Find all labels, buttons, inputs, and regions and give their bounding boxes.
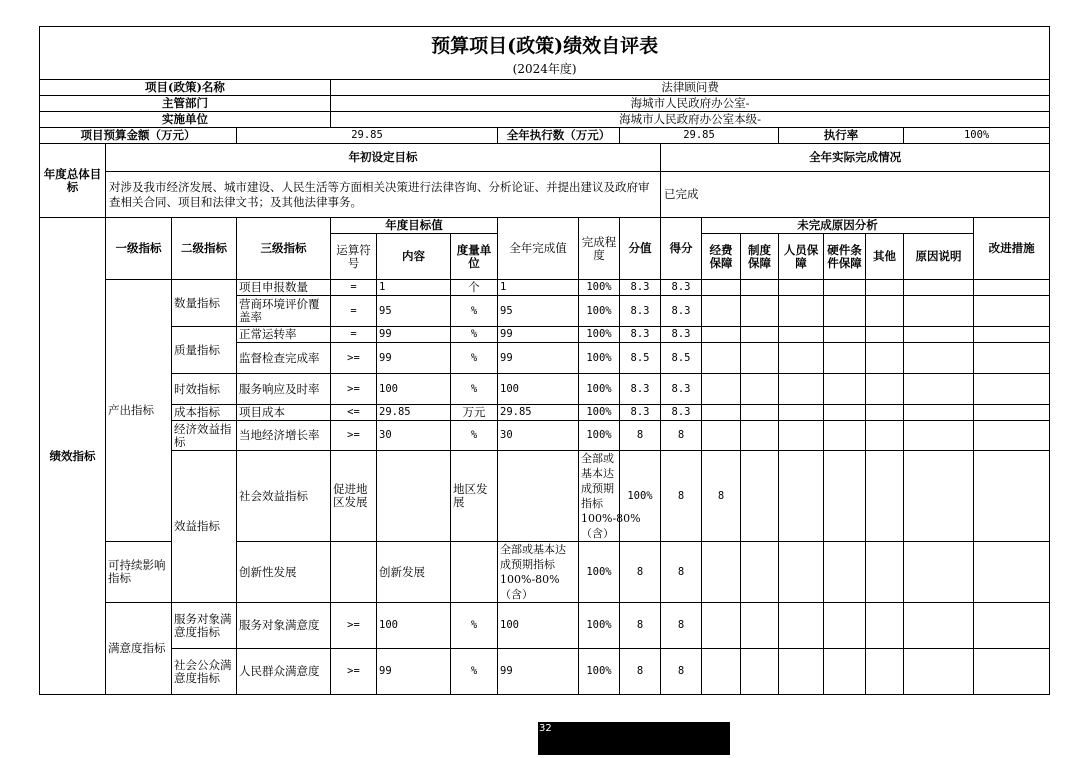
subgroup-service-satisfaction: 服务对象满意度指标 [172, 603, 237, 649]
indicator-done: 100 [498, 374, 579, 405]
indicator-completion: 100% [579, 327, 620, 343]
indicator-name: 项目成本 [237, 405, 331, 421]
report-year: (2024年度) [40, 61, 1050, 80]
indicator-completion: 100% [579, 280, 620, 296]
indicator-done: 全部或基本达成预期指标100%-80%（含） [579, 451, 620, 542]
indicator-got: 8.3 [661, 280, 702, 296]
indicator-completion: 100% [579, 405, 620, 421]
indicator-content: 100 [377, 374, 451, 405]
subgroup-social: 社会效益指标 [237, 451, 331, 542]
indicator-content: 100 [377, 603, 451, 649]
indicator-unit: % [451, 374, 498, 405]
indicator-name: 人民群众满意度 [237, 649, 331, 695]
completion-header: 完成程度 [579, 218, 620, 280]
reason-desc-header: 原因说明 [904, 234, 974, 280]
indicator-completion: 100% [579, 343, 620, 374]
indicator-got: 8.5 [661, 343, 702, 374]
group-benefit: 效益指标 [172, 451, 237, 603]
reason-hardware-header: 硬件条件保障 [824, 234, 866, 280]
project-name-value: 法律顾问费 [331, 80, 1050, 96]
reason-other-header: 其他 [866, 234, 904, 280]
subgroup-quantity: 数量指标 [172, 280, 237, 327]
indicator-score: 8 [661, 451, 702, 542]
indicator-score: 8.3 [620, 280, 661, 296]
annual-done-header: 全年完成值 [498, 218, 579, 280]
improve-header: 改进措施 [974, 218, 1050, 280]
indicator-done: 99 [498, 343, 579, 374]
overall-goal-label: 年度总体目标 [40, 144, 106, 218]
actual-completion-header: 全年实际完成情况 [661, 144, 1050, 172]
indicator-operator: >= [331, 603, 377, 649]
indicator-content: 地区发展 [451, 451, 498, 542]
reason-system-header: 制度保障 [741, 234, 779, 280]
indicator-got: 8.3 [661, 296, 702, 327]
exec-label: 全年执行数（万元） [498, 128, 620, 144]
indicator-operator: >= [331, 374, 377, 405]
indicator-completion: 100% [579, 421, 620, 451]
performance-indicators-label: 绩效指标 [40, 218, 106, 695]
indicator-unit [451, 542, 498, 603]
indicator-done: 30 [498, 421, 579, 451]
indicator-done: 1 [498, 280, 579, 296]
indicator-score: 8.5 [620, 343, 661, 374]
page-number: 32 [539, 723, 552, 734]
rate-value: 100% [904, 128, 1050, 144]
reason-header: 未完成原因分析 [702, 218, 974, 234]
indicator-name: 创新性发展 [237, 542, 331, 603]
indicator-got: 8.3 [661, 405, 702, 421]
indicator-score: 8 [620, 542, 661, 603]
group-satisfaction: 满意度指标 [106, 603, 172, 695]
rate-label: 执行率 [779, 128, 904, 144]
indicator-name: 服务对象满意度 [237, 603, 331, 649]
indicator-score: 8.3 [620, 405, 661, 421]
indicator-operator: = [331, 327, 377, 343]
budget-value: 29.85 [237, 128, 498, 144]
indicator-content: 29.85 [377, 405, 451, 421]
group-output: 产出指标 [106, 280, 172, 542]
indicator-completion: 100% [579, 374, 620, 405]
initial-goal-header: 年初设定目标 [106, 144, 661, 172]
indicator-operator: = [331, 296, 377, 327]
indicator-done: 100 [498, 603, 579, 649]
indicator-name: 营商环境评价覆盖率 [237, 296, 331, 327]
subgroup-sustain: 可持续影响指标 [106, 542, 172, 603]
actual-completion-text: 已完成 [661, 172, 1050, 218]
subgroup-quality: 质量指标 [172, 327, 237, 374]
indicator-name: 当地经济增长率 [237, 421, 331, 451]
content-header: 内容 [377, 234, 451, 280]
unit-value: 海城市人民政府办公室本级- [331, 112, 1050, 128]
indicator-name: 促进地区发展 [331, 451, 377, 542]
indicator-name: 监督检查完成率 [237, 343, 331, 374]
indicator-got: 8 [661, 603, 702, 649]
reason-staff-header: 人员保障 [779, 234, 824, 280]
evaluation-table [39, 26, 1050, 695]
indicator-operator: >= [331, 649, 377, 695]
indicator-content: 30 [377, 421, 451, 451]
page-number-box [538, 722, 730, 755]
exec-value: 29.85 [620, 128, 779, 144]
dept-label: 主管部门 [40, 96, 331, 112]
score-header: 分值 [620, 218, 661, 280]
indicator-operator: >= [331, 421, 377, 451]
indicator-unit: % [451, 421, 498, 451]
indicator-name: 正常运转率 [237, 327, 331, 343]
level1-header: 一级指标 [106, 218, 172, 280]
page-title: 预算项目(政策)绩效自评表 [40, 27, 1050, 61]
subgroup-cost: 成本指标 [172, 405, 237, 421]
indicator-content: 99 [377, 649, 451, 695]
subgroup-public-satisfaction: 社会公众满意度指标 [172, 649, 237, 695]
indicator-unit: % [451, 327, 498, 343]
indicator-score: 8.3 [620, 374, 661, 405]
indicator-done: 99 [498, 649, 579, 695]
indicator-completion: 100% [579, 603, 620, 649]
indicator-done: 99 [498, 327, 579, 343]
indicator-got: 8 [702, 451, 741, 542]
indicator-got: 8.3 [661, 327, 702, 343]
indicator-content: 99 [377, 327, 451, 343]
indicator-unit: % [451, 343, 498, 374]
indicator-got: 8 [661, 649, 702, 695]
reason-fund-header: 经费保障 [702, 234, 741, 280]
indicator-score: 8.3 [620, 296, 661, 327]
operator-header: 运算符号 [331, 234, 377, 280]
indicator-operator: <= [331, 405, 377, 421]
indicator-completion: 100% [620, 451, 661, 542]
indicator-got: 8.3 [661, 374, 702, 405]
indicator-unit: 个 [451, 280, 498, 296]
indicator-content: 1 [377, 280, 451, 296]
project-name-label: 项目(政策)名称 [40, 80, 331, 96]
annual-target-header: 年度目标值 [331, 218, 498, 234]
indicator-score: 8 [620, 603, 661, 649]
dept-value: 海城市人民政府办公室- [331, 96, 1050, 112]
indicator-completion: 100% [579, 542, 620, 603]
indicator-unit: % [451, 603, 498, 649]
initial-goal-text: 对涉及我市经济发展、城市建设、人民生活等方面相关决策进行法律咨询、分析论证、并提出建议及政府审查相关合同、项目和法律文书；及其他法律事务。 [106, 172, 661, 218]
got-header: 得分 [661, 218, 702, 280]
indicator-score: 8.3 [620, 327, 661, 343]
indicator-unit [498, 451, 579, 542]
indicator-name: 服务响应及时率 [237, 374, 331, 405]
indicator-operator: >= [331, 343, 377, 374]
indicator-name: 项目申报数量 [237, 280, 331, 296]
indicator-operator: = [331, 280, 377, 296]
subgroup-economic: 经济效益指标 [172, 421, 237, 451]
level2-header: 二级指标 [172, 218, 237, 280]
indicator-done: 29.85 [498, 405, 579, 421]
level3-header: 三级指标 [237, 218, 331, 280]
indicator-operator [377, 451, 451, 542]
indicator-score: 8 [620, 649, 661, 695]
indicator-unit: % [451, 296, 498, 327]
indicator-content: 95 [377, 296, 451, 327]
indicator-operator [331, 542, 377, 603]
subgroup-time: 时效指标 [172, 374, 237, 405]
indicator-unit: % [451, 649, 498, 695]
indicator-got: 8 [661, 421, 702, 451]
unit-label: 实施单位 [40, 112, 331, 128]
self-evaluation-sheet [39, 26, 1049, 695]
indicator-unit: 万元 [451, 405, 498, 421]
budget-label: 项目预算金额（万元） [40, 128, 237, 144]
indicator-score: 8 [620, 421, 661, 451]
indicator-done: 95 [498, 296, 579, 327]
indicator-content: 创新发展 [377, 542, 451, 603]
indicator-done: 全部或基本达成预期指标100%-80%（含） [498, 542, 579, 603]
indicator-content: 99 [377, 343, 451, 374]
indicator-got: 8 [661, 542, 702, 603]
indicator-completion: 100% [579, 296, 620, 327]
indicator-completion: 100% [579, 649, 620, 695]
unit-header: 度量单位 [451, 234, 498, 280]
